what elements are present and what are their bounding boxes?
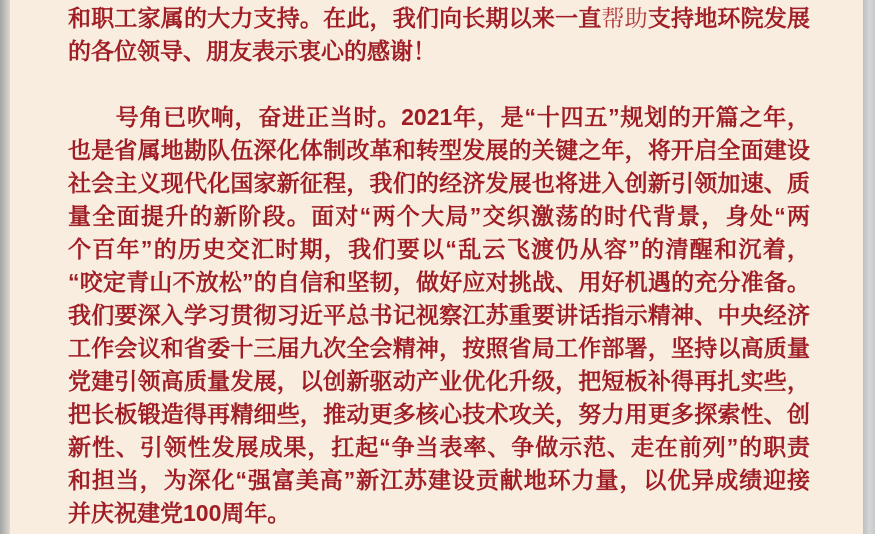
text-segment: 并庆祝建党100周年。: [68, 500, 291, 526]
page-edge-left: [0, 0, 10, 534]
text-segment: 我们要深入学习贯彻习近平总书记视察江苏重要讲话指示精神、中央经济: [68, 302, 810, 328]
text-line: [68, 365, 810, 398]
text-line: [68, 134, 810, 167]
text-segment: 把长板锻造得再精细些，推动更多核心技术攻关，努力用更多探索性、创: [68, 401, 810, 427]
text-segment: 也是省属地勘队伍深化体制改革和转型发展的关键之年，将开启全面建设: [68, 137, 810, 163]
document-text: [68, 2, 810, 530]
text-segment: 和担当，为深化“强富美高”新江苏建设贡献地环力量，以优异成绩迎接: [68, 467, 810, 493]
text-line: [68, 497, 810, 530]
text-segment: 社会主义现代化国家新征程，我们的经济发展也将进入创新引领加速、质: [68, 170, 810, 196]
text-segment: “咬定青山不放松”的自信和坚韧，做好应对挑战、用好机遇的充分准备。: [68, 269, 810, 295]
text-segment: 党建引领高质量发展，以创新驱动产业优化升级，把短板补得再扎实些，: [68, 368, 810, 394]
text-line: [68, 35, 810, 68]
text-line: [68, 464, 810, 497]
text-line: [68, 398, 810, 431]
text-segment: 帮助: [601, 5, 648, 31]
text-line: [68, 233, 810, 266]
paragraph: [68, 101, 810, 530]
text-line: [68, 101, 810, 134]
text-line: [68, 200, 810, 233]
text-segment: 的各位领导、朋友表示衷心的感谢！: [68, 38, 436, 64]
paragraph: [68, 2, 810, 68]
text-segment: 支持地环院发展: [647, 5, 810, 31]
text-line: [68, 167, 810, 200]
text-line: [68, 332, 810, 365]
page-edge-right: [863, 0, 875, 534]
text-segment: 号角已吹响，奋进正当时。2021年，是“十四五”规划的开篇之年，: [68, 104, 810, 130]
text-segment: 量全面提升的新阶段。面对“两个大局”交织激荡的时代背景，身处“两: [68, 203, 810, 229]
text-line: [68, 299, 810, 332]
text-segment: 新性、引领性发展成果，扛起“争当表率、争做示范、走在前列”的职责: [68, 434, 810, 460]
text-line: [68, 431, 810, 464]
text-segment: 个百年”的历史交汇时期，我们要以“乱云飞渡仍从容”的清醒和沉着，: [68, 236, 810, 262]
text-segment: 和职工家属的大力支持。在此，我们向长期以来一直: [68, 5, 602, 31]
text-line: [68, 266, 810, 299]
text-segment: 工作会议和省委十三届九次全会精神，按照省局工作部署，坚持以高质量: [68, 335, 810, 361]
text-line: [68, 2, 810, 35]
